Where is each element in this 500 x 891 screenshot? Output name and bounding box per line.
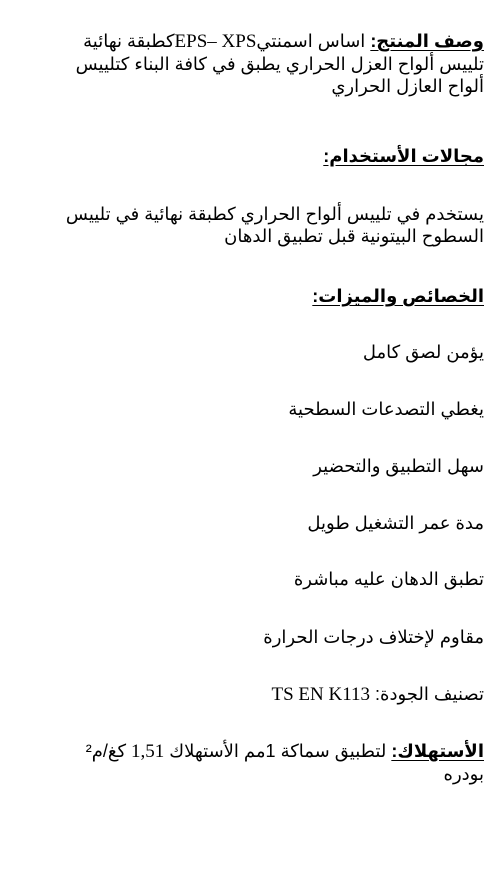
usage-line2: السطوح البيتونية قبل تطبيق الدهان: [224, 226, 484, 246]
quality-label: تصنيف الجودة:: [370, 684, 484, 704]
usage-heading: مجالات الأستخدام:: [323, 146, 484, 166]
description-line1-end: كطبقة نهائية: [83, 31, 175, 51]
feature-item-2: يغطي التصدعات السطحية: [288, 399, 484, 419]
consumption-unit: كغ/م²: [85, 741, 132, 761]
feature-item-3: سهل التطبيق والتحضير: [313, 456, 484, 476]
consumption-value: 1,51: [131, 741, 165, 762]
product-description: [14, 30, 484, 97]
feature-item-6: مقاوم لإختلاف درجات الحرارة: [263, 627, 484, 647]
description-product-codes: EPS– XPS: [174, 31, 257, 52]
feature-item-4: مدة عمر التشغيل طويل: [307, 513, 484, 533]
consumption-heading: الأستهلاك:: [391, 741, 484, 761]
description-line1-start: اساس اسمنتي: [256, 31, 371, 51]
feature-item-5: تطبق الدهان عليه مباشرة: [293, 569, 484, 589]
consumption-text: لتطبيق سماكة 1مم الأستهلاك: [164, 741, 392, 761]
features-heading: الخصائص والميزات:: [312, 286, 484, 306]
usage-line1: يستخدم في تلييس ألواح الحراري كطبقة نهائية في تلييس: [65, 204, 484, 224]
usage-body: [14, 203, 484, 247]
consumption: [14, 740, 484, 785]
quality-classification: [14, 683, 484, 706]
product-description-heading: وصف المنتج:: [370, 31, 484, 51]
description-line3: ألواح العازل الحراري: [331, 76, 484, 96]
consumption-line2: بودره: [443, 764, 484, 784]
description-line2: تلييس ألواح العزل الحراري يطبق في كافة البناء كتلييس: [75, 54, 484, 74]
feature-item-1: يؤمن لصق كامل: [362, 342, 484, 362]
quality-value: TS EN K113: [271, 684, 371, 705]
